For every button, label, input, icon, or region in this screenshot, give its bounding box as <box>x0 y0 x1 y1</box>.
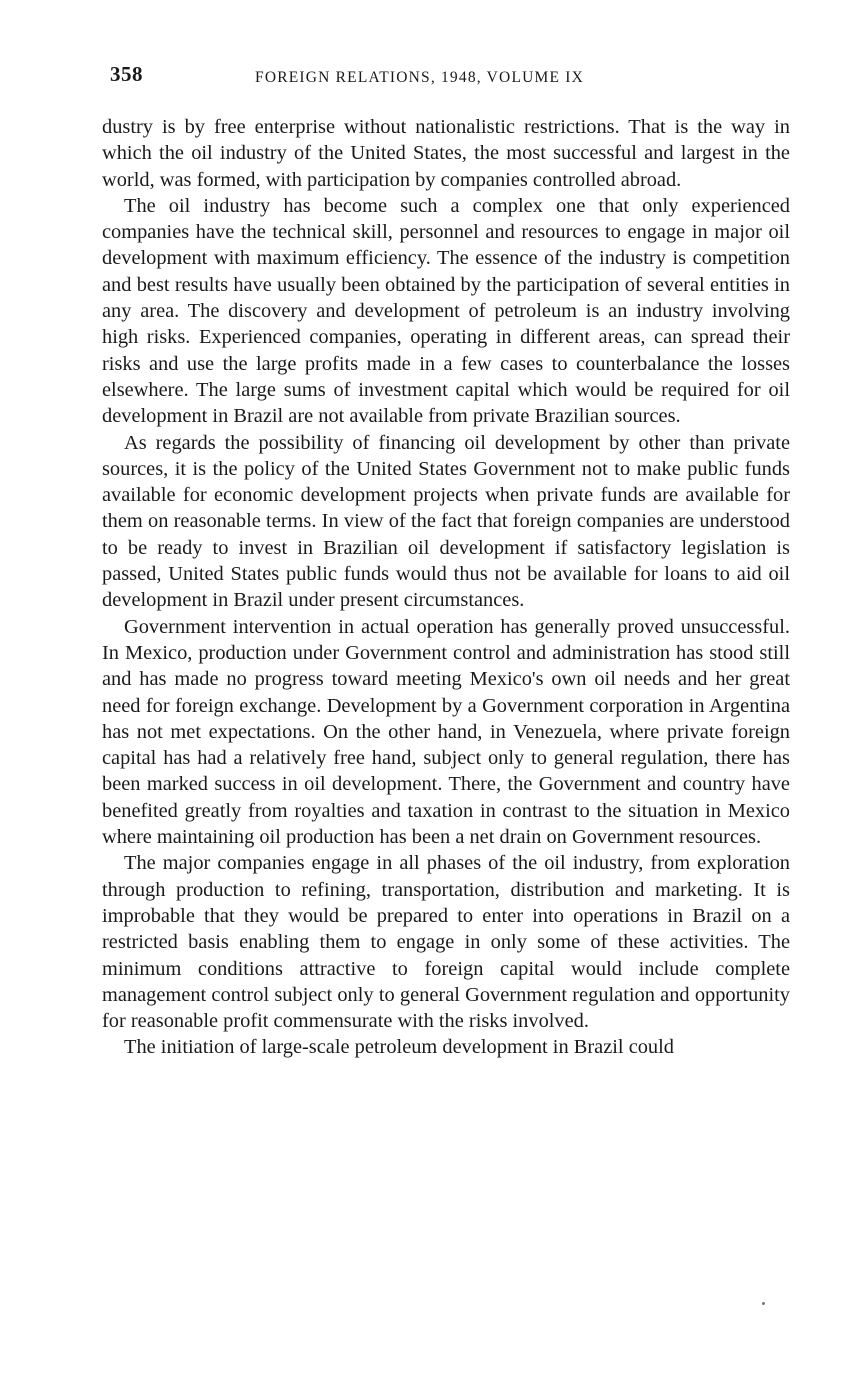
page-number: 358 <box>110 62 143 86</box>
paragraph: As regards the possibility of financing oil development by other than private sources, it is the policy of the United States Government not to make public funds available for economic development projects when private funds are available for them on reasonable terms. In view of the fact that foreign companies are understood to be ready to invest in Brazilian oil development if satisfactory legislation is passed, United States public funds would thus not be available for loans to aid oil development in Brazil under present circumstances. <box>102 431 790 612</box>
running-head: FOREIGN RELATIONS, 1948, VOLUME IX <box>255 69 584 86</box>
paragraph: The major companies engage in all phases of the oil industry, from exploration through production to refining, transportation, distribution and marketing. It is improbable that they would be prepared to enter into operations in Brazil on a restricted basis enabling them to engage in only some of these activities. The minimum conditions attractive to foreign capital would include complete management control subject only to general Government regulation and opportunity for reasonable profit commensurate with the risks involved. <box>102 852 790 1033</box>
body-text <box>102 114 790 1061</box>
paragraph: Government intervention in actual operation has generally proved unsuccessful. In Mexico, production under Government control and administration has stood still and has made no progress toward meeting Mexico's own oil needs and her great need for foreign exchange. Development by a Government corporation in Argentina has not met expectations. On the other hand, in Venezuela, where private foreign capital has had a relatively free hand, subject only to general regulation, there has been marked success in oil development. There, the Government and country have benefited greatly from royalties and taxation in contrast to the situation in Mexico where maintaining oil production has been a net drain on Government resources. <box>102 615 790 849</box>
scan-speck <box>762 1302 765 1305</box>
paragraph-trailing: The initiation of large-scale petroleum development in Brazil could <box>124 1036 674 1059</box>
paragraph-continuation: dustry is by free enterprise without nationalistic restrictions. That is the way in which the oil industry of the United States, the most successful and largest in the world, was formed, with participation by companies controlled abroad. <box>102 116 790 191</box>
paragraph: The oil industry has become such a complex one that only experienced companies have the technical skill, personnel and resources to engage in major oil development with maximum efficiency. The essence of the industry is competition and best results have usually been obtained by the participation of several entities in any area. The discovery and development of petroleum is an industry involving high risks. Experienced companies, operating in different areas, can spread their risks and use the large profits made in a few cases to counterbalance the losses elsewhere. The large sums of investment capital which would be required for oil development in Brazil are not available from private Brazilian sources. <box>102 194 790 428</box>
page-header <box>110 62 790 94</box>
